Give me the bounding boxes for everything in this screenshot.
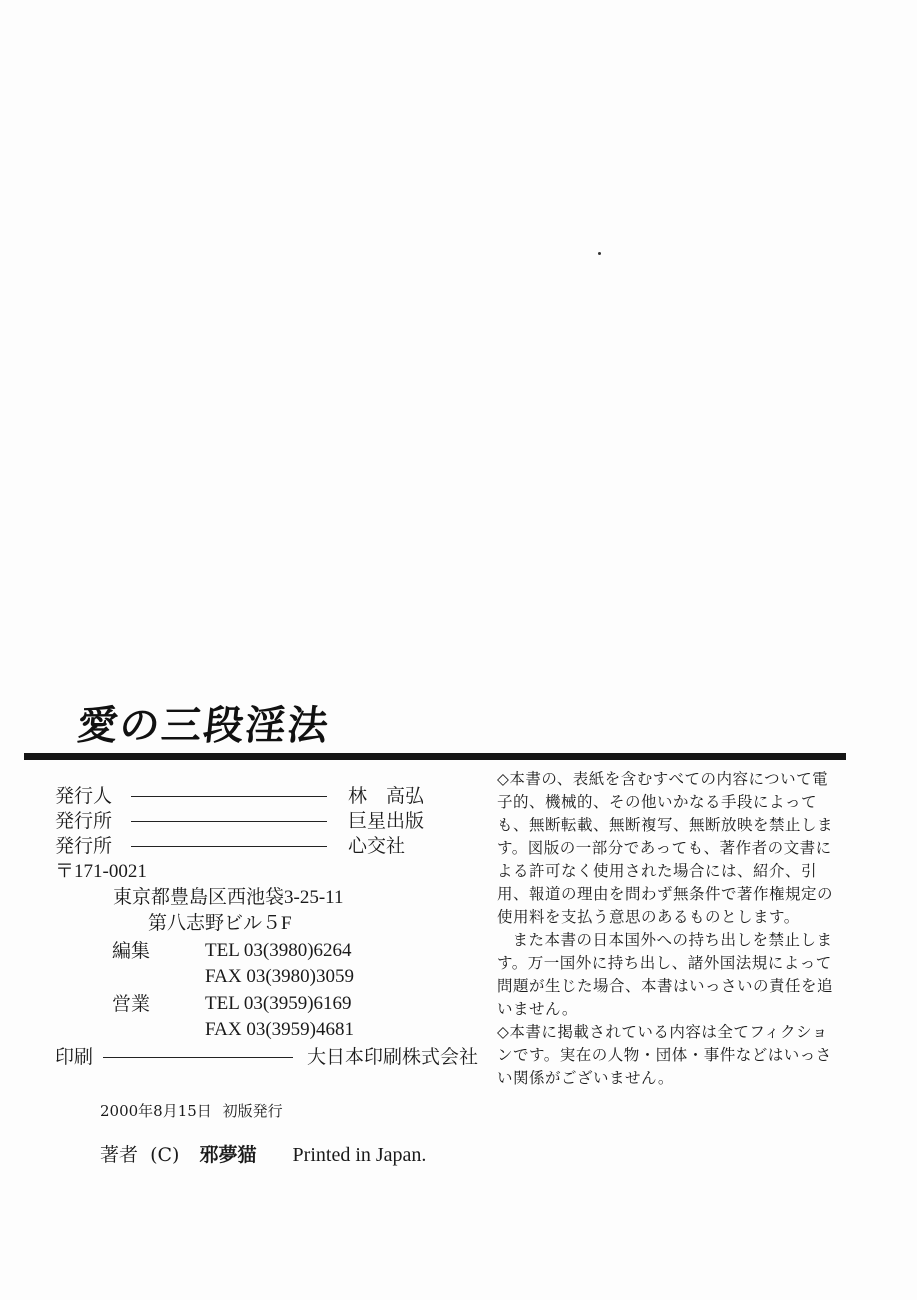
editorial-label: 編集 <box>112 940 151 962</box>
edition-date: 2000年8月15日 <box>100 1102 212 1120</box>
address-line2: 第八志野ビル５F <box>148 913 292 934</box>
publisher2: 心交社 <box>348 835 406 857</box>
publisher1: 巨星出版 <box>348 810 425 832</box>
publisher-person-label: 発行人 <box>55 785 113 807</box>
author-name: 邪夢猫 <box>199 1144 257 1166</box>
postal-code: 〒171-0021 <box>55 861 147 882</box>
printer: 大日本印刷株式会社 <box>307 1046 479 1068</box>
address-line1: 東京都豊島区西池袋3-25-11 <box>113 887 344 908</box>
paper-speck <box>598 252 601 255</box>
editorial-fax: FAX 03(3980)3059 <box>205 966 355 987</box>
printing-label: 印刷 <box>55 1046 94 1068</box>
edition-label: 初版発行 <box>222 1102 283 1120</box>
publisher1-label: 発行所 <box>55 810 113 832</box>
publisher2-label: 発行所 <box>55 835 113 857</box>
notice-paragraph: ◇本書の、表紙を含むすべての内容について電子的、機械的、その他いかなる手段によっても、無断転載、無断複写、無断放映を禁止します。図版の一部分であっても、著作者の文書による許可なく使用された場合には、紹介、引用、報道の理由を問わず無条件で著作権規定の使用料を支払う意思のあるものとします。 <box>497 770 834 926</box>
copyright-mark: (C) <box>150 1144 180 1166</box>
leader-line <box>103 1057 293 1058</box>
author-label: 著者 <box>100 1144 139 1166</box>
author-line <box>100 1140 426 1167</box>
leader-line <box>131 796 327 797</box>
editorial-tel: TEL 03(3980)6264 <box>205 940 352 961</box>
title-rule <box>24 753 846 760</box>
publisher-person: 林 高弘 <box>348 785 425 807</box>
leader-line <box>131 821 327 822</box>
legal-notice <box>497 768 837 1090</box>
sales-fax: FAX 03(3959)4681 <box>205 1019 355 1040</box>
printed-in-japan: Printed in Japan. <box>292 1144 427 1166</box>
notice-paragraph: ◇本書に掲載されている内容は全てフィクションです。実在の人物・団体・事件などはいっさい関係がございません。 <box>497 1023 832 1087</box>
sales-tel: TEL 03(3959)6169 <box>205 993 352 1014</box>
sales-label: 営業 <box>112 993 151 1015</box>
leader-line <box>131 846 327 847</box>
book-title: 愛の三段淫法 <box>75 703 333 749</box>
edition-line <box>100 1100 283 1121</box>
notice-paragraph: また本書の日本国外への持ち出しを禁止します。万一国外に持ち出し、諸外国法規によって問題が生じた場合、本書はいっさいの責任を追いません。 <box>497 931 834 1018</box>
